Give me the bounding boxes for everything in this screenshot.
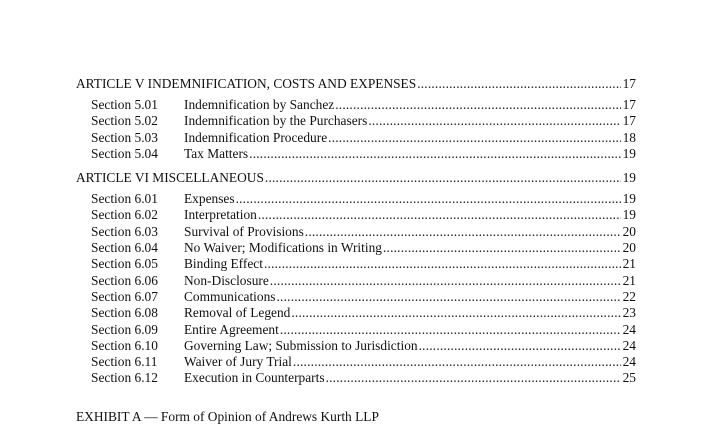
section-title: Non-Disclosure (184, 272, 269, 288)
toc-entry-section-5-04[interactable] (76, 146, 636, 162)
toc-entry-section-6-02[interactable] (76, 207, 636, 223)
dot-leader (326, 370, 621, 386)
section-title: Expenses (184, 191, 235, 207)
dot-leader (417, 75, 621, 93)
section-title: Execution in Counterparts (184, 370, 325, 386)
section-title: No Waiver; Modifications in Writing (184, 240, 382, 256)
section-title: Waiver of Jury Trial (184, 354, 292, 370)
toc-entry-section-6-05[interactable] (76, 256, 636, 272)
page-number: 20 (622, 223, 636, 239)
dot-leader (277, 289, 622, 305)
dot-leader (280, 322, 621, 338)
section-number: Section 6.05 (91, 256, 158, 272)
page-number: 19 (622, 145, 636, 161)
page-number: 19 (622, 170, 636, 186)
section-number: Section 6.09 (91, 321, 158, 337)
page-number: 24 (622, 354, 636, 370)
page-number: 17 (622, 113, 636, 129)
page-number: 19 (622, 191, 636, 207)
section-number: Section 6.06 (91, 272, 158, 288)
section-title: Tax Matters (184, 145, 249, 161)
section-number: Section 6.12 (91, 370, 158, 386)
section-number: Section 6.08 (91, 305, 158, 321)
section-title: Governing Law; Submission to Jurisdiction (184, 337, 418, 353)
section-title: Entire Agreement (184, 321, 279, 337)
toc-entry-section-6-10[interactable] (76, 338, 636, 354)
toc-entry-section-6-12[interactable] (76, 370, 636, 386)
page-number: 25 (622, 370, 636, 386)
page-number: 24 (622, 337, 636, 353)
article-title: ARTICLE VI MISCELLANEOUS (76, 170, 264, 186)
page-number: 23 (622, 305, 636, 321)
dot-leader (236, 191, 621, 207)
toc-entry-section-6-03[interactable] (76, 224, 636, 240)
section-title: Survival of Provisions (184, 223, 304, 239)
table-of-contents (76, 75, 636, 387)
section-title: Indemnification Procedure (184, 129, 328, 145)
section-number: Section 6.07 (91, 288, 158, 304)
page-number: 22 (622, 288, 636, 304)
section-number: Section 5.01 (91, 97, 158, 112)
section-title: Communications (184, 288, 276, 304)
page-number: 24 (622, 321, 636, 337)
dot-leader (258, 207, 621, 223)
page-number: 19 (622, 207, 636, 223)
section-title: Removal of Legend (184, 305, 291, 321)
spacer (76, 162, 636, 169)
section-number: Section 6.11 (91, 354, 158, 370)
section-number: Section 6.03 (91, 223, 158, 239)
page-number: 17 (622, 76, 636, 91)
toc-entry-section-6-07[interactable] (76, 289, 636, 305)
toc-entry-section-6-11[interactable] (76, 354, 636, 370)
section-number: Section 6.04 (91, 240, 158, 256)
toc-entry-section-6-09[interactable] (76, 322, 636, 338)
section-number: Section 5.02 (91, 113, 158, 129)
dot-leader (305, 224, 621, 240)
toc-entry-section-6-04[interactable] (76, 240, 636, 256)
section-title: Interpretation (184, 207, 257, 223)
toc-entry-article-v[interactable] (76, 75, 636, 93)
page-number: 17 (622, 97, 636, 112)
dot-leader (293, 354, 621, 370)
toc-entry-section-5-02[interactable] (76, 113, 636, 129)
article-title: ARTICLE V INDEMNIFICATION, COSTS AND EXPENSES (76, 76, 417, 91)
section-number: Section 6.10 (91, 337, 158, 353)
section-title: Indemnification by the Purchasers (184, 113, 368, 129)
dot-leader (249, 146, 621, 162)
dot-leader (328, 130, 621, 146)
section-number: Section 5.04 (91, 145, 158, 161)
dot-leader (419, 338, 621, 354)
page-number: 21 (622, 256, 636, 272)
section-number: Section 6.01 (91, 191, 158, 207)
dot-leader (335, 97, 621, 113)
dot-leader (291, 305, 621, 321)
dot-leader (265, 169, 621, 187)
toc-entry-section-5-01[interactable] (76, 97, 636, 113)
section-title: Binding Effect (184, 256, 263, 272)
page-number: 21 (622, 272, 636, 288)
dot-leader (270, 273, 621, 289)
toc-entry-section-6-01[interactable] (76, 191, 636, 207)
page-number: 18 (622, 129, 636, 145)
dot-leader (368, 113, 621, 129)
toc-entry-section-6-06[interactable] (76, 273, 636, 289)
section-number: Section 5.03 (91, 129, 158, 145)
toc-entry-article-vi[interactable] (76, 169, 636, 187)
dot-leader (383, 240, 621, 256)
dot-leader (264, 256, 621, 272)
toc-entry-section-5-03[interactable] (76, 130, 636, 146)
page-number: 20 (622, 240, 636, 256)
toc-entry-exhibit-a[interactable]: EXHIBIT A — Form of Opinion of Andrews Kurth LLP (76, 409, 379, 424)
section-number: Section 6.02 (91, 207, 158, 223)
toc-entry-section-6-08[interactable] (76, 305, 636, 321)
section-title: Indemnification by Sanchez (184, 97, 335, 112)
